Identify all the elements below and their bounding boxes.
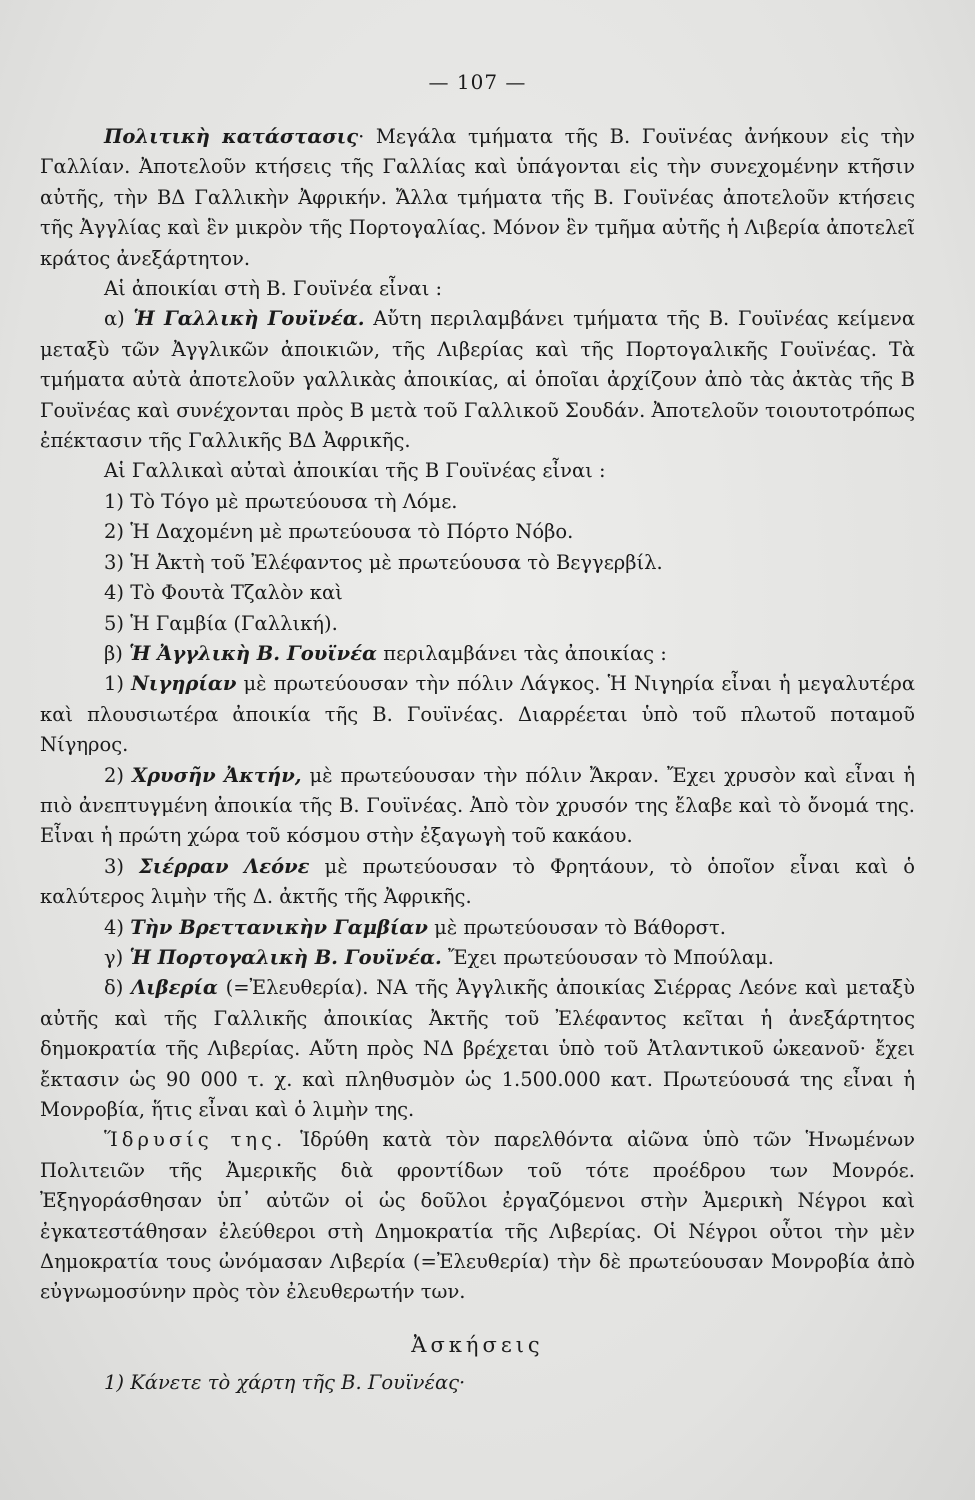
list-item-gambia-french: 5) Ἡ Γαμβία (Γαλλική). <box>104 611 338 635</box>
paragraph-text: (=Ἐλευθερία). ΝΑ τῆς Ἀγγλικῆς ἀποικίας Σιέρρας Λεόνε καὶ μεταξὺ αὐτῆς καὶ τῆς Γαλλικῆς ἀποικίας Ἀκτῆς τοῦ Ἐλέφαντος κεῖται ἡ ἀνεξάρτητος δημοκρατία τῆς Λιβερίας. Αὔτη πρὸς ΝΔ βρέχεται ὑπὸ τοῦ Ἀτλαντικοῦ ὠκεανοῦ· ἔχει ἔκτασιν ὡς 90 000 τ. χ. καὶ πληθυσμὸν ὡς 1.500.000 κατ. Πρωτεύουσά της εἶναι ἡ Μονροβία, ἥτις εἶναι καὶ ὁ λιμὴν της. <box>40 976 915 1121</box>
paragraph-french-colonies-intro: Αἱ Γαλλικαὶ αὐταὶ ἀποικίαι τῆς Β Γουϊνέας εἶναι : <box>104 459 606 483</box>
paragraph-portuguese-guinea <box>40 943 915 973</box>
item-label: 4) <box>104 915 131 939</box>
paragraph-text: μὲ πρωτεύουσαν τὸ Φρητάουν, τὸ ὁποῖον εἶναι καὶ ὁ καλύτερος λιμὴν τῆς Δ. ἀκτῆς τῆς Ἀφρικῆς. <box>40 854 915 909</box>
item-title: Χρυσῆν Ἀκτήν, <box>131 763 302 787</box>
item-label: β) <box>104 641 130 665</box>
item-label: γ) <box>104 945 130 969</box>
paragraph-english-guinea <box>40 639 915 669</box>
list-item-dahomey: 2) Ἡ Δαχομένη μὲ πρωτεύουσα τὸ Πόρτο Νόβο. <box>104 520 574 544</box>
item-title: Ἡ Γαλλικὴ Γουϊνέα. <box>133 307 365 331</box>
item-label: δ) <box>104 976 132 1000</box>
paragraph-text: μὲ πρωτεύουσαν τὴν πόλιν Λάγκος. Ἡ Νιγηρία εἶναι ἡ μεγαλυτέρα καὶ πλουσιωτέρα ἀποικία τῆς Β. Γουϊνέας. Διαρρέεται ὑπὸ τοῦ πλωτοῦ ποταμοῦ Νίγηρος. <box>40 672 915 757</box>
paragraph-liberia <box>40 973 915 1125</box>
item-label: 3) <box>104 854 140 878</box>
item-title: Νιγηρίαν <box>131 672 237 696</box>
paragraph-text: Αὔτη περιλαμβάνει τμήματα τῆς Β. Γουϊνέας κείμενα μεταξὺ τῶν Ἀγγλικῶν ἀποικιῶν, τῆς Λιβερίας καὶ τῆς Πορτογαλικῆς Γουϊνέας. Τὰ τμήματα αὐτὰ ἀποτελοῦν γαλλικὰς ἀποικίας, αἱ ὁποῖαι ἀρχίζουν ἀπὸ τὰς ἀκτὰς τῆς Β Γουϊνέας καὶ συνέχονται πρὸς Β μετὰ τοῦ Γαλλικοῦ Σουδάν. Ἀποτελοῦν τοιουτοτρόπως ἐπέκτασιν τῆς Γαλλικῆς ΒΔ Ἀφρικῆς. <box>40 307 916 453</box>
item-title: Σιέρραν Λεόνε <box>139 854 310 878</box>
paragraph-text: περιλαμβάνει τὰς ἀποικίας : <box>377 641 667 665</box>
item-label: α) <box>104 307 134 331</box>
item-title: Τὴν Βρεττανικὴν Γαμβίαν <box>130 915 428 939</box>
section-title: Πολιτικὴ κατάστασις <box>104 125 359 148</box>
paragraph-gold-coast <box>40 761 915 852</box>
exercises-heading: Ἀσκήσεις <box>411 1332 544 1357</box>
paragraph-text: Ἔχει πρωτεύουσαν τὸ Μπούλαμ. <box>441 945 774 969</box>
page-number: — 107 — <box>428 70 527 94</box>
paragraph-founding <box>40 1125 915 1307</box>
paragraph-text: μὲ πρωτεύουσαν τὴν πόλιν Ἄκραν. Ἔχει χρυσὸν καὶ εἶναι ἡ πιὸ ἀνεπτυγμένη ἀποικία τῆς Β. Γουϊνέας. Ἀπὸ τὸν χρυσόν της ἔλαβε καὶ τὸ ὄνομά της. Εἶναι ἡ πρώτη χώρα τοῦ κόσμου στὴν ἐξαγωγὴ τοῦ κακάου. <box>40 763 915 848</box>
paragraph-colonies-intro: Αἱ ἀποικίαι στὴ Β. Γουϊνέα εἶναι : <box>104 277 443 301</box>
item-label: 2) <box>104 763 132 787</box>
list-item-ivory-coast: 3) Ἡ Ἀκτὴ τοῦ Ἐλέφαντος μὲ πρωτεύουσα τὸ Βεγγερβίλ. <box>104 550 663 574</box>
list-item-futa-djallon: 4) Τὸ Φουτὰ Τζαλὸν καὶ <box>104 581 343 605</box>
paragraph-text: μὲ πρωτεύουσαν τὸ Βάθορστ. <box>427 915 726 939</box>
page-body <box>40 122 915 1399</box>
paragraph-political-situation <box>40 122 915 274</box>
item-title: Ἡ Ἀγγλικὴ Β. Γουϊνέα <box>129 641 378 665</box>
list-item-togo: 1) Τὸ Τόγο μὲ πρωτεύουσα τὴ Λόμε. <box>104 489 458 513</box>
item-title: Ἡ Πορτογαλικὴ Β. Γουϊνέα. <box>129 945 442 969</box>
item-label: 1) <box>104 672 132 696</box>
paragraph-french-guinea <box>40 304 915 456</box>
paragraph-text: · Μεγάλα τμήματα τῆς Β. Γουϊνέας ἀνήκουν εἰς τὴν Γαλλίαν. Ἀποτελοῦν κτήσεις τῆς Γαλλίας καὶ ὑπάγονται εἰς τὴν συνεχομένην κτῆσιν αὐτῆς, τὴν ΒΔ Γαλλικὴν Ἀφρικήν. Ἄλλα τμήματα τῆς Β. Γουϊνέας ἀποτελοῦν κτήσεις τῆς Ἀγγλίας καὶ ἓν μικρὸν τῆς Πορτογαλίας. Μόνον ἓν τμῆμα αὐτῆς ἡ Λιβερία ἀποτελεῖ κράτος ἀνεξάρτητον. <box>40 125 915 270</box>
paragraph-text: Ἱδρύθη κατὰ τὸν παρελθόντα αἰῶνα ὑπὸ τῶν Ἡνωμένων Πολιτειῶν τῆς Ἀμερικῆς διὰ φροντίδων τοῦ τότε προέδρου των Μονρόε. Ἐξηγοράσθησαν ὑπ᾽ αὐτῶν οἱ ὡς δοῦλοι ἐργαζόμενοι στὴν Ἀμερικὴ Νέγροι καὶ ἐγκατεστάθησαν ἐλεύθεροι στὴ Δημοκρατία τῆς Λιβερίας. Οἱ Νέγροι οὗτοι τὴν μὲν Δημοκρατία τους ὠνόμασαν Λιβερία (=Ἐλευθερία) τὴν δὲ πρωτεύουσαν Μονροβία ἀπὸ εὐγνωμοσύνην πρὸς τὸν ἐλευθερωτήν των. <box>40 1128 915 1304</box>
exercise-item: 1) Κάνετε τὸ χάρτη τῆς Β. Γουϊνέας· <box>104 1371 466 1395</box>
paragraph-british-gambia <box>40 913 915 943</box>
paragraph-nigeria <box>40 669 915 760</box>
item-title: Λιβερία <box>131 976 218 1000</box>
section-title: Ἵδρυσίς της. <box>104 1128 287 1152</box>
paragraph-sierra-leone <box>40 852 915 913</box>
